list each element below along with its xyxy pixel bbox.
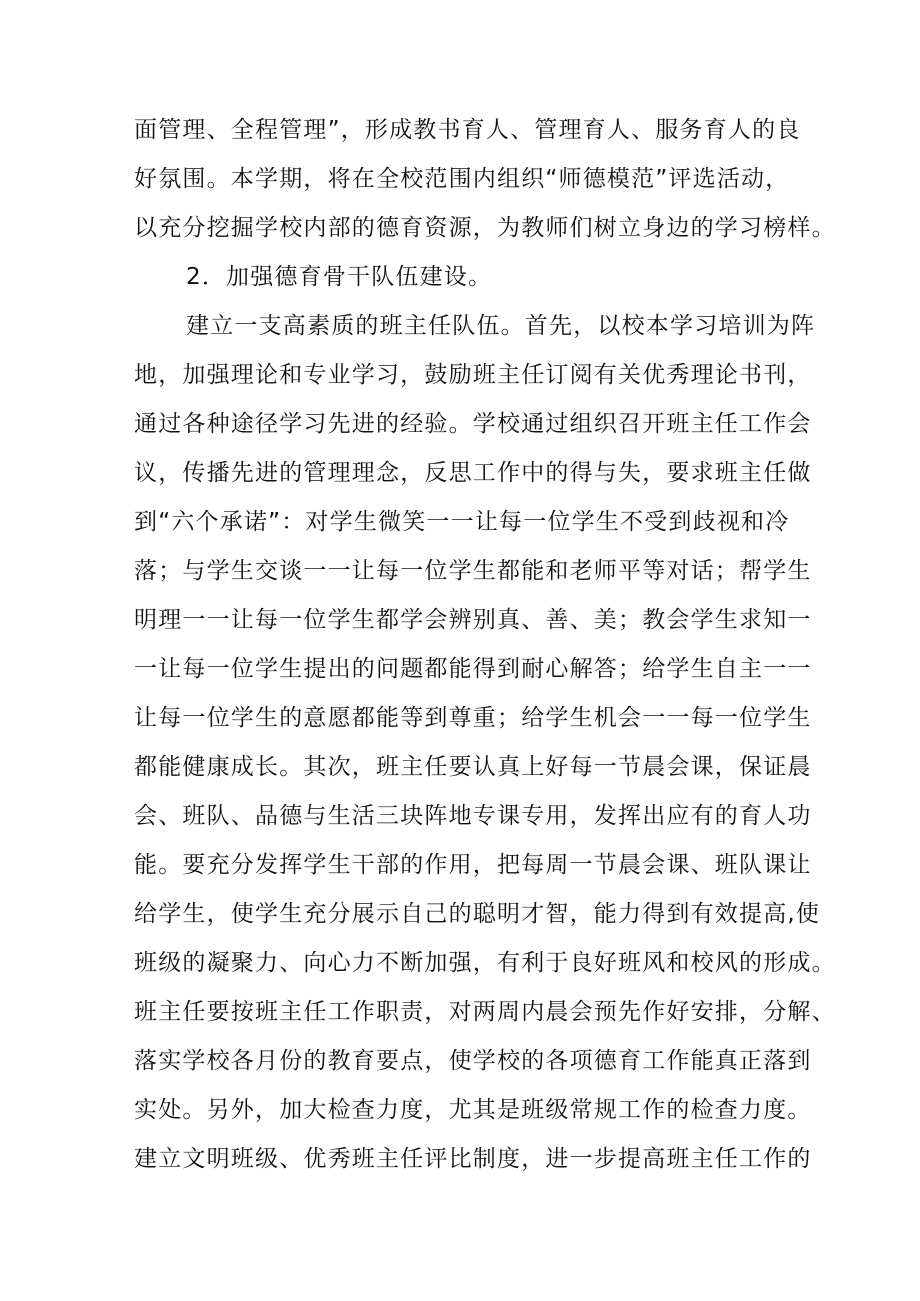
document-body — [134, 106, 836, 1184]
text-line: 好氛围。本学期，将在全校范围内组织“师德模范”评选活动， — [134, 166, 790, 192]
text-line: 一让每一位学生提出的问题都能得到耐心解答；给学生自主一一 — [134, 656, 812, 682]
text-line: 以充分挖掘学校内部的德育资源，为教师们树立身边的学习榜样。 — [134, 215, 836, 241]
section-heading: 2．加强德育骨干队伍建设。 — [186, 264, 493, 290]
text-line: 实处。另外，加大检查力度，尤其是班级常规工作的检查力度。 — [134, 1097, 812, 1123]
text-line: 落实学校各月份的教育要点，使学校的各项德育工作能真正落到 — [134, 1048, 812, 1074]
paragraph-first-line: 建立一支高素质的班主任队伍。首先，以校本学习培训为阵 — [186, 313, 816, 339]
text-line: 建立文明班级、优秀班主任评比制度，进一步提高班主任工作的 — [134, 1146, 812, 1172]
text-line: 落；与学生交谈一一让每一位学生都能和老师平等对话；帮学生 — [134, 558, 812, 584]
text-line: 给学生，使学生充分展示自己的聪明才智，能力得到有效提高,使 — [134, 901, 821, 927]
text-line: 班主任要按班主任工作职责，对两周内晨会预先作好安排，分解、 — [134, 999, 836, 1025]
text-line: 能。要充分发挥学生干部的作用，把每周一节晨会课、班队课让 — [134, 852, 812, 878]
text-line: 明理一一让每一位学生都学会辨别真、善、美；教会学生求知一 — [134, 607, 812, 633]
text-line: 议，传播先进的管理理念，反思工作中的得与失，要求班主任做 — [134, 460, 812, 486]
text-line: 让每一位学生的意愿都能等到尊重；给学生机会一一每一位学生 — [134, 705, 812, 731]
text-line: 班级的凝聚力、向心力不断加强，有利于良好班风和校风的形成。 — [134, 950, 836, 976]
text-line: 地，加强理论和专业学习，鼓励班主任订阅有关优秀理论书刊， — [134, 362, 812, 388]
text-line: 到“六个承诺”：对学生微笑一一让每一位学生不受到歧视和冷 — [134, 509, 790, 535]
text-line: 通过各种途径学习先进的经验。学校通过组织召开班主任工作会 — [134, 411, 812, 437]
text-line: 面管理、全程管理”，形成教书育人、管理育人、服务育人的良 — [134, 117, 801, 143]
text-line: 都能健康成长。其次，班主任要认真上好每一节晨会课，保证晨 — [134, 754, 812, 780]
text-line: 会、班队、品德与生活三块阵地专课专用，发挥出应有的育人功 — [134, 803, 812, 829]
